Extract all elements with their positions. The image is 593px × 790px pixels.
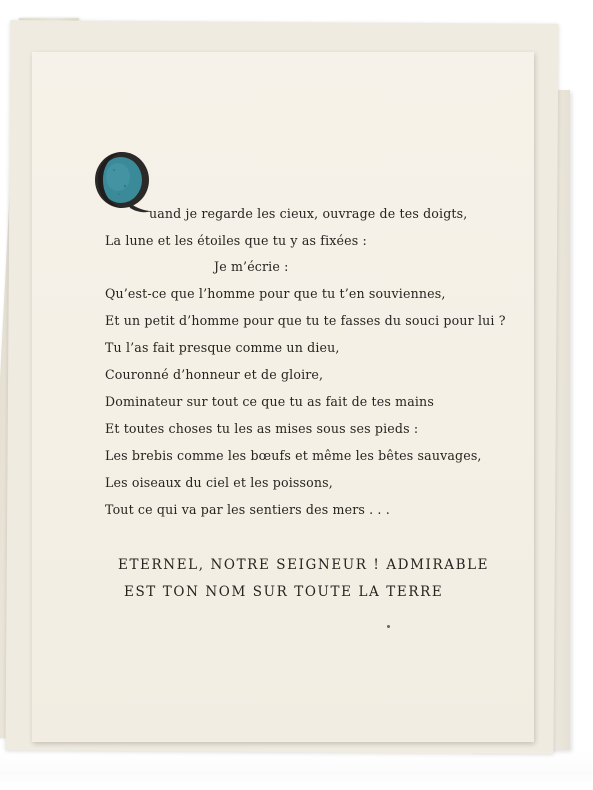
poem-line: Les oiseaux du ciel et les poissons,	[105, 475, 333, 490]
table-surface	[0, 750, 593, 790]
poem-line: uand je regarde les cieux, ouvrage de tes doigts,	[149, 206, 468, 221]
poem-line: Tout ce qui va par les sentiers des mers . . .	[105, 502, 390, 517]
poem-line: Et un petit d’homme pour que tu te fasses du souci pour lui ?	[105, 313, 506, 328]
poem-line: Les brebis comme les bœufs et même les bêtes sauvages,	[105, 448, 482, 463]
drop-cap-initial	[92, 150, 152, 214]
poem-line: Tu l’as fait presque comme un dieu,	[105, 340, 340, 355]
poem-line: Et toutes choses tu les as mises sous ses pieds :	[105, 421, 419, 436]
ink-speck	[387, 625, 390, 628]
poem-line: Je m’écrie :	[214, 259, 289, 274]
poem-line: Couronné d’honneur et de gloire,	[105, 367, 324, 382]
closing-line: ETERNEL, NOTRE SEIGNEUR ! ADMIRABLE	[118, 557, 490, 573]
poem-line: Qu’est-ce que l’homme pour que tu t’en souviennes,	[105, 286, 446, 301]
poem-line: Dominateur sur tout ce que tu as fait de tes mains	[105, 394, 434, 409]
closing-line: EST TON NOM SUR TOUTE LA TERRE	[124, 584, 444, 600]
poem-line: La lune et les étoiles que tu y as fixées :	[105, 233, 367, 248]
